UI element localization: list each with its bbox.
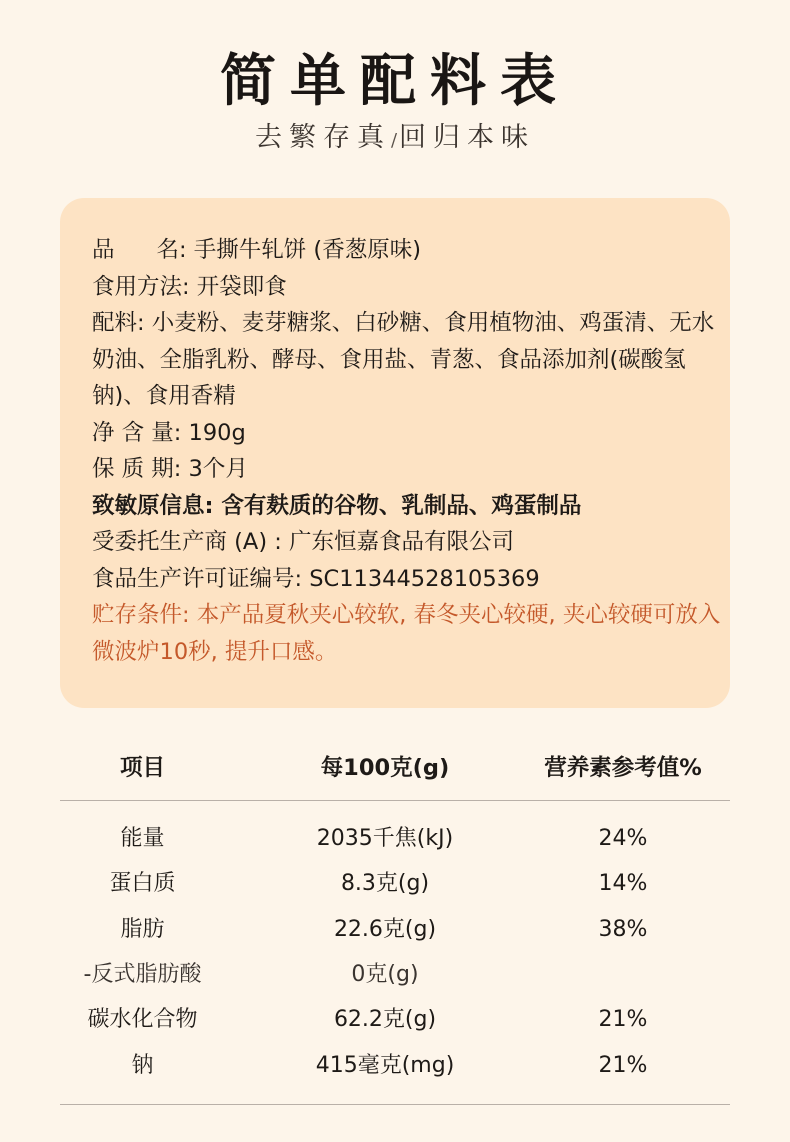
ingredients-line: 配料: 小麦粉、麦芽糖浆、白砂糖、食用植物油、鸡蛋清、无水奶油、全脂乳粉、酵母、食用盐、青葱、食品添加剂(碳酸氢钠)、食用香精: [92, 310, 715, 409]
table-divider-bottom: [60, 1104, 730, 1105]
product-name-label-2: 名:: [156, 237, 187, 263]
row-item: -反式脂肪酸: [83, 962, 202, 987]
table-row: [0, 1046, 790, 1086]
row-per100: 2035千焦(kJ): [316, 826, 454, 851]
row-per100: 0克(g): [351, 962, 419, 987]
header-nrv: 营养素参考值%: [544, 755, 702, 781]
storage-line: 贮存条件: 本产品夏秋夹心较软, 春冬夹心较硬, 夹心较硬可放入微波炉10秒, 提升口感。: [92, 602, 721, 665]
row-item: 蛋白质: [109, 871, 176, 896]
page-subtitle: [0, 118, 790, 161]
product-name-line: [92, 232, 722, 269]
product-name-label-1: 品: [92, 237, 115, 263]
net-content-line: 净 含 量: 190g: [92, 419, 246, 446]
row-nrv: 14%: [598, 871, 648, 896]
row-nrv: 21%: [598, 1007, 648, 1032]
usage-line: 食用方法: 开袋即食: [92, 273, 287, 300]
row-per100: 415毫克(mg): [315, 1053, 455, 1078]
table-row: [0, 1000, 790, 1040]
row-item: 脂肪: [120, 917, 165, 942]
row-per100: 62.2克(g): [333, 1007, 437, 1032]
allergen-line: 致敏原信息: 含有麸质的谷物、乳制品、鸡蛋制品: [92, 492, 582, 519]
subtitle-separator: /: [390, 130, 400, 151]
header-per100: 每100克(g): [320, 755, 450, 781]
nutrition-table-header: [0, 748, 790, 788]
subtitle-left: 去繁存真: [254, 122, 391, 153]
row-item: 钠: [131, 1053, 154, 1078]
header-item: 项目: [119, 755, 165, 781]
table-divider-top: [60, 800, 730, 801]
table-row: [0, 910, 790, 950]
table-row: [0, 819, 790, 859]
page-title: 简单配料表: [220, 48, 570, 114]
row-nrv: 38%: [598, 917, 648, 942]
row-per100: 22.6克(g): [333, 917, 437, 942]
table-row: [0, 864, 790, 904]
manufacturer-line: 受委托生产商 (A) : 广东恒嘉食品有限公司: [92, 529, 514, 555]
product-info-list: [92, 232, 722, 670]
row-item: 能量: [120, 826, 165, 851]
row-nrv: 21%: [598, 1053, 648, 1078]
row-per100: 8.3克(g): [340, 871, 430, 896]
row-nrv: 24%: [598, 826, 648, 851]
product-name-value: 手撕牛轧饼 (香葱原味): [193, 237, 421, 263]
shelf-life-line: 保 质 期: 3个月: [92, 456, 248, 482]
row-item: 碳水化合物: [87, 1007, 198, 1032]
subtitle-right: 回归本味: [399, 122, 536, 153]
table-row: [0, 955, 790, 995]
license-line: 食品生产许可证编号: SC11344528105369: [92, 565, 540, 592]
